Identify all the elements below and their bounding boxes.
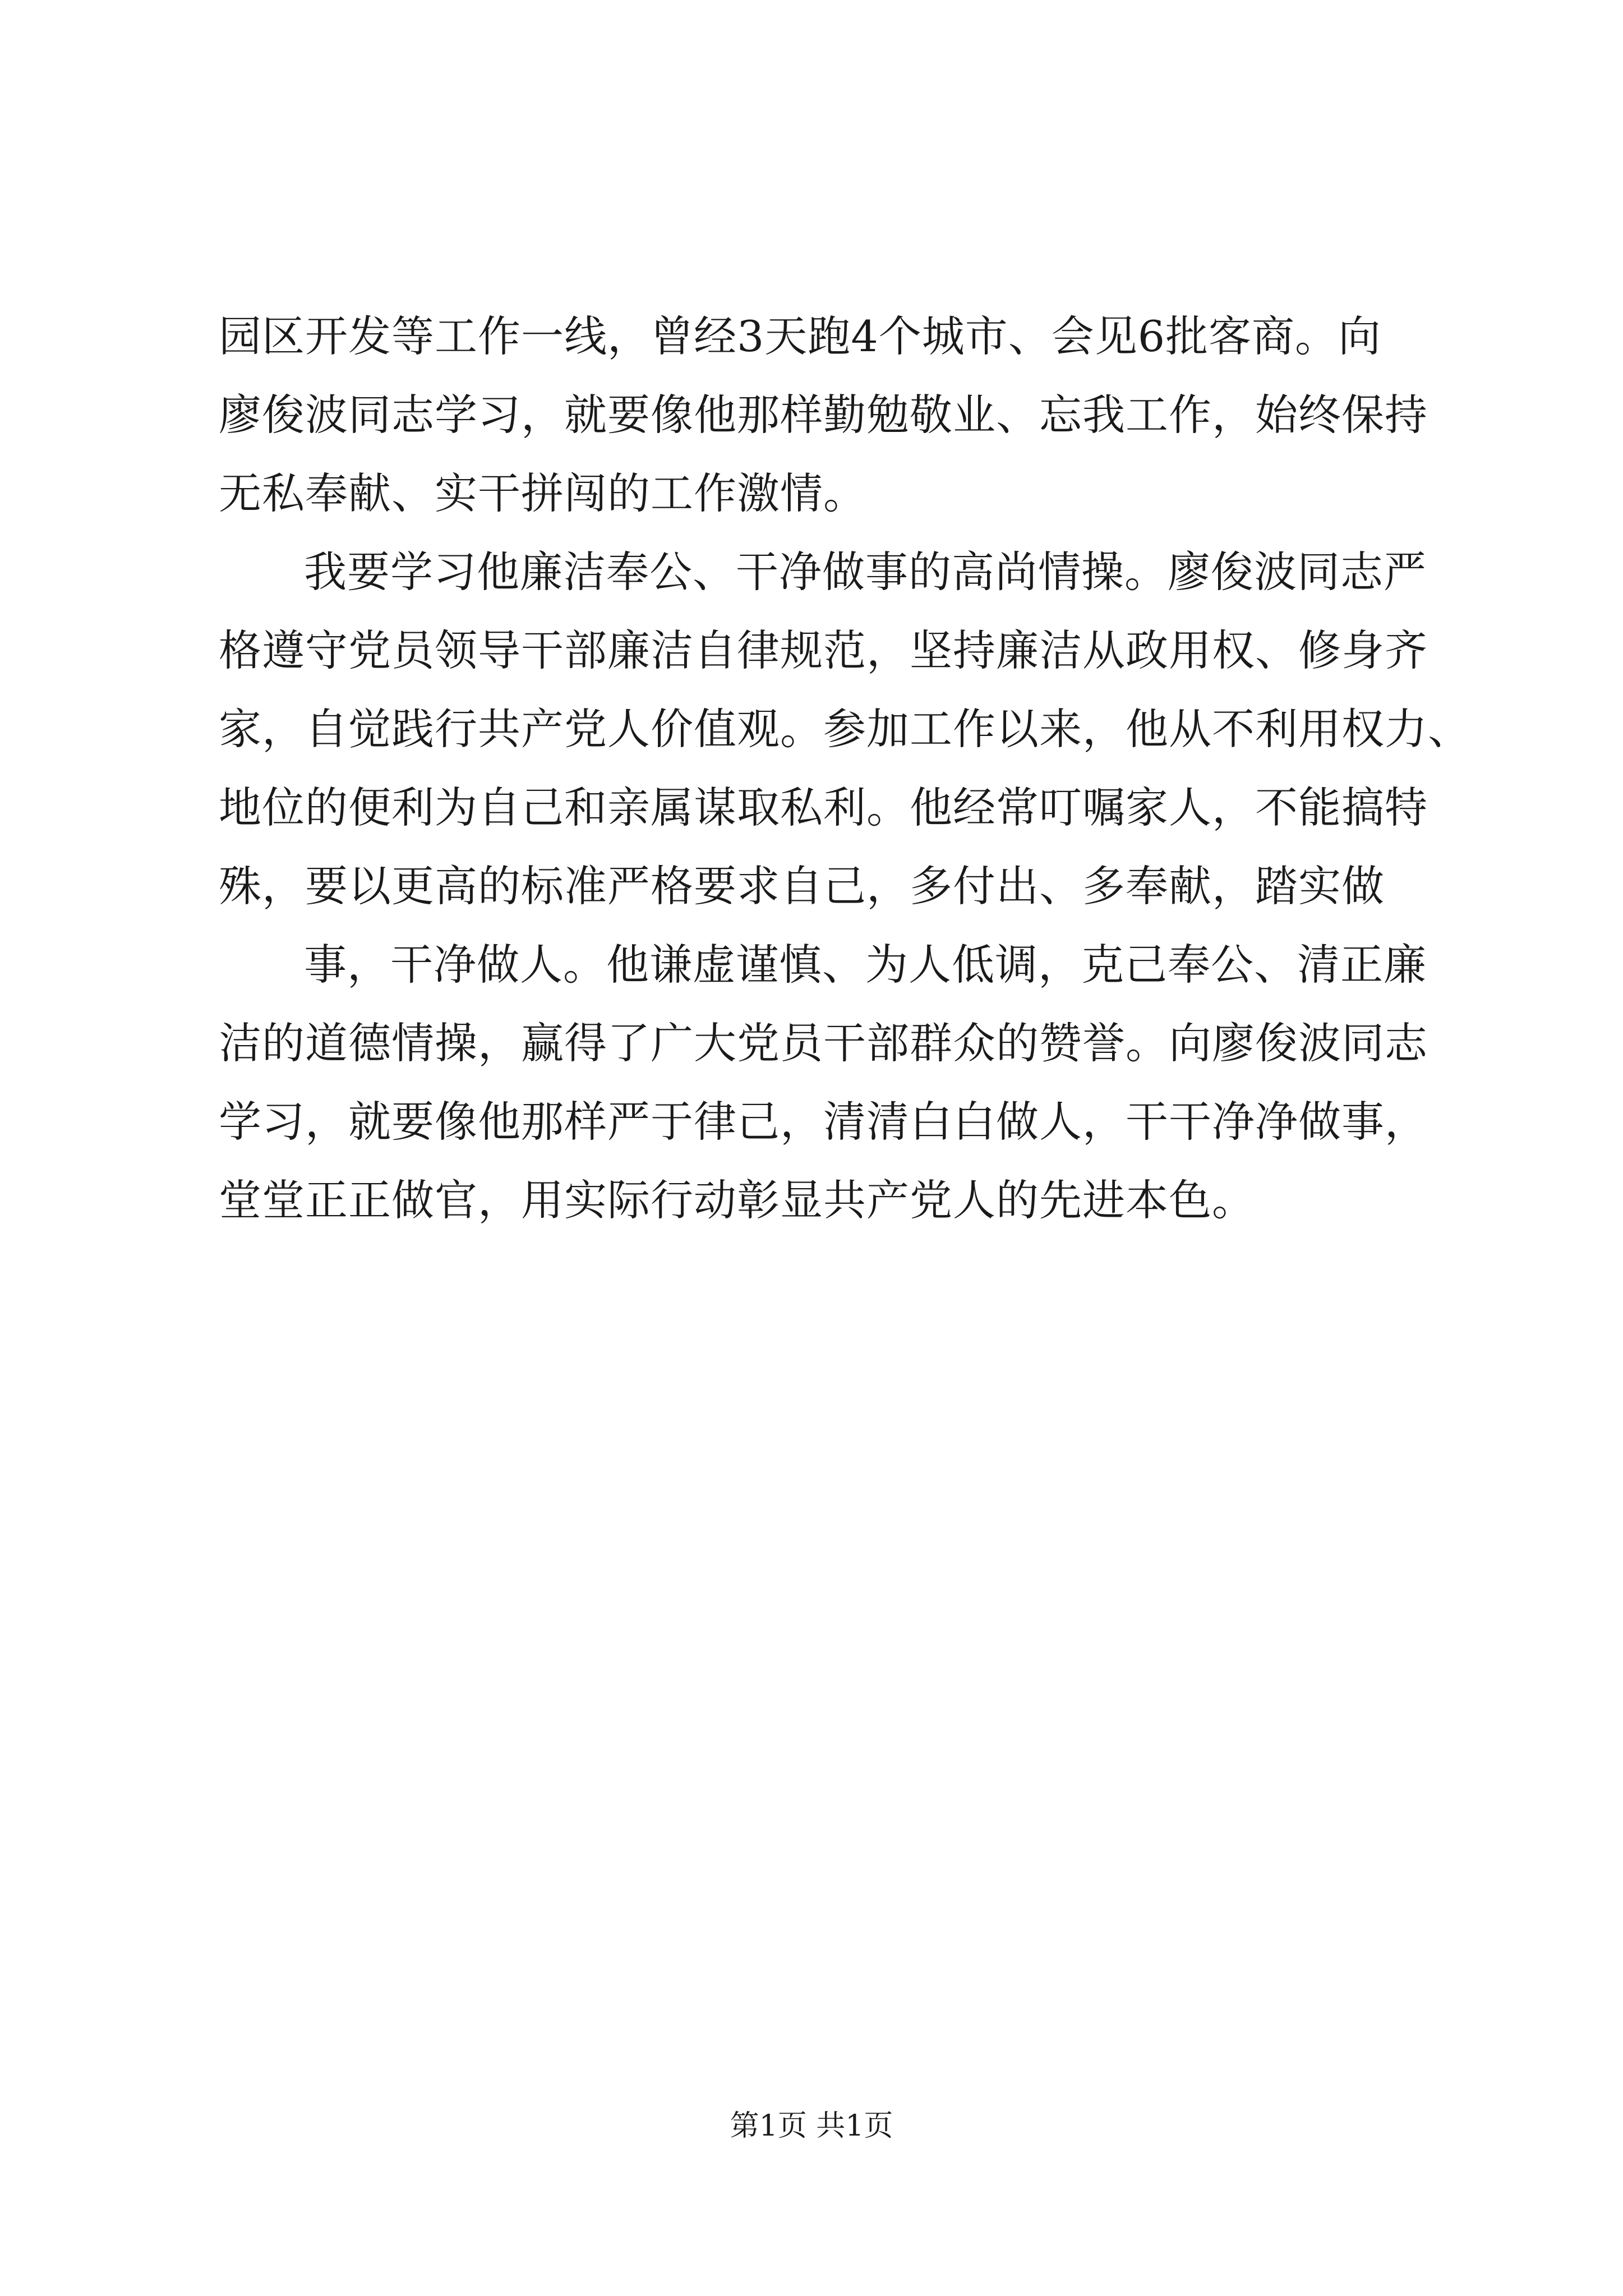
text-line: 廖俊波同志学习，就要像他那样勤勉敬业、忘我工作，始终保持 bbox=[219, 390, 1428, 440]
text-line: 格遵守党员领导干部廉洁自律规范，坚持廉洁从政用权、修身齐 bbox=[219, 625, 1428, 675]
text-line: 地位的便利为自己和亲属谋取私利。他经常叮嘱家人，不能搞特 bbox=[219, 783, 1428, 832]
document-body bbox=[219, 297, 1471, 1240]
paragraph-first-line: 我要学习他廉洁奉公、干净做事的高尚情操。廖俊波同志严 bbox=[304, 547, 1427, 597]
text-line: 园区开发等工作一线，曾经3天跑4个城市、会见6批客商。向 bbox=[219, 311, 1382, 361]
text-line: 无私奉献、实干拼闯的工作激情。 bbox=[219, 468, 866, 518]
text-line: 家，自觉践行共产党人价值观。参加工作以来，他从不利用权力、 bbox=[219, 704, 1471, 754]
text-line: 堂堂正正做官，用实际行动彰显共产党人的先进本色。 bbox=[219, 1175, 1255, 1225]
text-line: 学习，就要像他那样严于律己，清清白白做人，干干净净做事， bbox=[219, 1097, 1428, 1147]
page-number-footer: 第1页 共1页 bbox=[730, 2109, 893, 2143]
text-line: 殊，要以更高的标准严格要求自己，多付出、多奉献，踏实做 bbox=[219, 861, 1385, 911]
text-line: 洁的道德情操，赢得了广大党员干部群众的赞誉。向廖俊波同志 bbox=[219, 1018, 1428, 1068]
paragraph-first-line: 事，干净做人。他谦虚谨慎、为人低调，克己奉公、清正廉 bbox=[304, 940, 1427, 990]
